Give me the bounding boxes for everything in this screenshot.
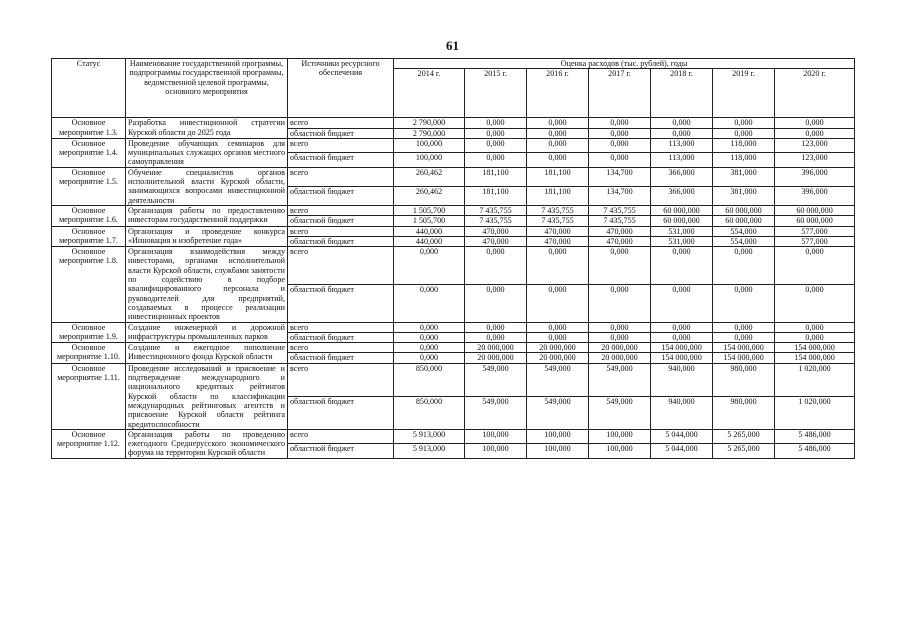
row-value: 0,000 <box>651 332 713 342</box>
row-value: 134,700 <box>589 186 651 205</box>
row-value: 0,000 <box>651 128 713 138</box>
row-value: 440,000 <box>394 226 465 236</box>
row-source: всего <box>288 226 394 236</box>
row-value: 154 000,000 <box>775 343 855 353</box>
row-value: 549,000 <box>465 363 527 396</box>
row-value: 381,000 <box>713 167 775 186</box>
row-value: 0,000 <box>465 332 527 342</box>
header-year: 2016 г. <box>527 69 589 118</box>
row-value: 154 000,000 <box>713 343 775 353</box>
row-value: 0,000 <box>465 247 527 285</box>
row-value: 154 000,000 <box>713 353 775 363</box>
row-status: Основное мероприятие 1.8. <box>52 247 126 322</box>
row-value: 0,000 <box>775 128 855 138</box>
row-value: 113,000 <box>651 138 713 152</box>
row-value: 7 435,755 <box>527 216 589 226</box>
table-row <box>52 226 855 236</box>
header-year: 2014 г. <box>394 69 465 118</box>
header-status: Статус <box>52 59 126 118</box>
row-value: 0,000 <box>589 118 651 128</box>
row-value: 470,000 <box>465 236 527 246</box>
row-value: 980,000 <box>713 396 775 429</box>
page-number: 61 <box>446 38 459 53</box>
row-value: 531,000 <box>651 226 713 236</box>
row-value: 0,000 <box>651 322 713 332</box>
row-name: Организация работы по проведению ежегодного Среднерусского экономического форума на территории Курской области <box>126 429 288 458</box>
row-value: 0,000 <box>465 153 527 167</box>
row-value: 60 000,000 <box>713 216 775 226</box>
row-status: Основное мероприятие 1.11. <box>52 363 126 429</box>
table-row <box>52 167 855 186</box>
row-value: 0,000 <box>527 153 589 167</box>
row-value: 0,000 <box>527 247 589 285</box>
row-value: 549,000 <box>465 396 527 429</box>
row-value: 181,100 <box>527 167 589 186</box>
row-source: всего <box>288 343 394 353</box>
row-value: 5 044,000 <box>651 444 713 458</box>
row-value: 7 435,755 <box>589 216 651 226</box>
row-value: 0,000 <box>713 284 775 322</box>
row-value: 0,000 <box>775 284 855 322</box>
row-value: 0,000 <box>394 343 465 353</box>
row-value: 554,000 <box>713 236 775 246</box>
table-row <box>52 322 855 332</box>
budget-body <box>52 118 855 458</box>
row-value: 0,000 <box>465 128 527 138</box>
row-source: всего <box>288 247 394 285</box>
row-value: 0,000 <box>713 247 775 285</box>
row-value: 850,000 <box>394 396 465 429</box>
row-name: Проведение исследований и присвоение и подтверждение международного и национального кредитных рейтингов Курской области по классификации международных рейтинговых агентств и присвоение Курской области рейтинга кредитоспособности <box>126 363 288 429</box>
row-value: 549,000 <box>589 363 651 396</box>
row-value: 0,000 <box>394 332 465 342</box>
row-value: 5 265,000 <box>713 429 775 443</box>
row-value: 0,000 <box>589 284 651 322</box>
table-row <box>52 118 855 128</box>
row-value: 5 044,000 <box>651 429 713 443</box>
row-value: 100,000 <box>589 444 651 458</box>
header-year: 2017 г. <box>589 69 651 118</box>
row-value: 0,000 <box>527 284 589 322</box>
table-row <box>52 429 855 443</box>
row-value: 100,000 <box>589 429 651 443</box>
row-name: Разработка инвестиционной стратегии Курской области до 2025 года <box>126 118 288 139</box>
row-value: 0,000 <box>651 247 713 285</box>
row-value: 100,000 <box>465 429 527 443</box>
row-value: 470,000 <box>465 226 527 236</box>
row-value: 20 000,000 <box>465 353 527 363</box>
row-value: 100,000 <box>465 444 527 458</box>
row-status: Основное мероприятие 1.6. <box>52 205 126 226</box>
row-value: 0,000 <box>713 128 775 138</box>
row-value: 0,000 <box>775 118 855 128</box>
row-source: областной бюджет <box>288 236 394 246</box>
row-value: 366,000 <box>651 167 713 186</box>
row-value: 850,000 <box>394 363 465 396</box>
row-value: 980,000 <box>713 363 775 396</box>
row-value: 7 435,755 <box>465 216 527 226</box>
row-value: 0,000 <box>589 153 651 167</box>
header-year: 2015 г. <box>465 69 527 118</box>
row-value: 470,000 <box>527 226 589 236</box>
row-value: 260,462 <box>394 186 465 205</box>
row-value: 100,000 <box>394 153 465 167</box>
row-value: 549,000 <box>527 396 589 429</box>
row-value: 154 000,000 <box>651 343 713 353</box>
row-value: 100,000 <box>527 429 589 443</box>
row-name: Обучение специалистов органов исполнительной власти Курской области, занимающихся вопросами инвестиционной деятельности <box>126 167 288 205</box>
row-value: 0,000 <box>465 138 527 152</box>
row-source: областной бюджет <box>288 128 394 138</box>
row-status: Основное мероприятие 1.3. <box>52 118 126 139</box>
row-value: 577,000 <box>775 236 855 246</box>
row-source: всего <box>288 205 394 215</box>
row-status: Основное мероприятие 1.4. <box>52 138 126 167</box>
row-value: 0,000 <box>394 247 465 285</box>
row-value: 0,000 <box>394 353 465 363</box>
header-row <box>52 59 855 69</box>
row-name: Организация работы по предоставлению инвесторам государственной поддержки <box>126 205 288 226</box>
row-value: 5 265,000 <box>713 444 775 458</box>
row-value: 0,000 <box>713 332 775 342</box>
row-value: 0,000 <box>713 322 775 332</box>
row-value: 5 913,000 <box>394 429 465 443</box>
row-source: областной бюджет <box>288 396 394 429</box>
row-value: 0,000 <box>465 118 527 128</box>
row-value: 470,000 <box>589 226 651 236</box>
row-name: Организация и проведение конкурса «Инновация и изобретение года» <box>126 226 288 247</box>
row-value: 0,000 <box>394 284 465 322</box>
table-row <box>52 247 855 285</box>
row-value: 181,100 <box>465 167 527 186</box>
row-status: Основное мероприятие 1.10. <box>52 343 126 364</box>
table-row <box>52 138 855 152</box>
row-value: 60 000,000 <box>775 205 855 215</box>
header-name: Наименование государственной программы, подпрограммы государственной программы, ведомственной целевой программы, основного мероприятия <box>126 59 288 118</box>
row-value: 0,000 <box>589 332 651 342</box>
row-value: 554,000 <box>713 226 775 236</box>
row-value: 123,000 <box>775 138 855 152</box>
row-value: 2 790,000 <box>394 118 465 128</box>
row-value: 1 505,700 <box>394 216 465 226</box>
row-value: 20 000,000 <box>589 353 651 363</box>
row-value: 396,000 <box>775 167 855 186</box>
row-value: 0,000 <box>775 247 855 285</box>
row-value: 549,000 <box>527 363 589 396</box>
row-value: 381,000 <box>713 186 775 205</box>
row-value: 113,000 <box>651 153 713 167</box>
header-year: 2018 г. <box>651 69 713 118</box>
row-value: 7 435,755 <box>465 205 527 215</box>
row-value: 0,000 <box>527 332 589 342</box>
row-value: 0,000 <box>775 332 855 342</box>
row-status: Основное мероприятие 1.12. <box>52 429 126 458</box>
row-value: 531,000 <box>651 236 713 246</box>
row-value: 260,462 <box>394 167 465 186</box>
row-value: 940,000 <box>651 396 713 429</box>
row-name: Создание инженерной и дорожной инфраструктуры промышленных парков <box>126 322 288 343</box>
table-row <box>52 205 855 215</box>
row-value: 20 000,000 <box>527 353 589 363</box>
row-status: Основное мероприятие 1.7. <box>52 226 126 247</box>
row-value: 549,000 <box>589 396 651 429</box>
row-source: всего <box>288 322 394 332</box>
header-estimate: Оценка расходов (тыс. рублей), годы <box>394 59 855 69</box>
row-source: всего <box>288 363 394 396</box>
row-value: 0,000 <box>589 247 651 285</box>
row-value: 366,000 <box>651 186 713 205</box>
row-value: 123,000 <box>775 153 855 167</box>
header-year: 2019 г. <box>713 69 775 118</box>
row-value: 5 486,000 <box>775 429 855 443</box>
row-value: 5 913,000 <box>394 444 465 458</box>
row-value: 396,000 <box>775 186 855 205</box>
row-source: областной бюджет <box>288 353 394 363</box>
row-value: 0,000 <box>713 118 775 128</box>
row-value: 0,000 <box>589 128 651 138</box>
row-value: 0,000 <box>527 138 589 152</box>
row-value: 0,000 <box>651 284 713 322</box>
row-value: 20 000,000 <box>589 343 651 353</box>
row-value: 0,000 <box>465 284 527 322</box>
row-name: Создание и ежегодное пополнение Инвестиционного фонда Курской области <box>126 343 288 364</box>
row-value: 0,000 <box>589 138 651 152</box>
header-source: Источники ресурсного обеспечения <box>288 59 394 118</box>
row-source: областной бюджет <box>288 153 394 167</box>
row-value: 1 505,700 <box>394 205 465 215</box>
row-value: 100,000 <box>527 444 589 458</box>
row-value: 440,000 <box>394 236 465 246</box>
row-value: 0,000 <box>465 322 527 332</box>
table-row <box>52 343 855 353</box>
row-value: 0,000 <box>394 322 465 332</box>
row-value: 181,100 <box>527 186 589 205</box>
row-status: Основное мероприятие 1.5. <box>52 167 126 205</box>
row-value: 118,000 <box>713 138 775 152</box>
row-value: 154 000,000 <box>775 353 855 363</box>
row-value: 20 000,000 <box>465 343 527 353</box>
row-name: Организация взаимодействия между инвесторами, органами исполнительной власти Курской области, службами занятости по содействию в подборе квалифицированного персонала и руководителей для предприятий, создаваемых в процессе реализации инвестиционных проектов <box>126 247 288 322</box>
header-year: 2020 г. <box>775 69 855 118</box>
row-value: 577,000 <box>775 226 855 236</box>
row-value: 0,000 <box>527 118 589 128</box>
row-value: 7 435,755 <box>589 205 651 215</box>
row-source: областной бюджет <box>288 216 394 226</box>
row-value: 60 000,000 <box>775 216 855 226</box>
row-value: 1 020,000 <box>775 363 855 396</box>
row-value: 118,000 <box>713 153 775 167</box>
row-value: 20 000,000 <box>527 343 589 353</box>
row-value: 181,100 <box>465 186 527 205</box>
row-source: областной бюджет <box>288 444 394 458</box>
row-value: 134,700 <box>589 167 651 186</box>
row-value: 470,000 <box>527 236 589 246</box>
row-source: всего <box>288 167 394 186</box>
row-source: всего <box>288 429 394 443</box>
row-source: областной бюджет <box>288 332 394 342</box>
row-source: областной бюджет <box>288 186 394 205</box>
row-value: 2 790,000 <box>394 128 465 138</box>
row-value: 1 020,000 <box>775 396 855 429</box>
row-value: 0,000 <box>527 128 589 138</box>
row-source: всего <box>288 118 394 128</box>
row-value: 940,000 <box>651 363 713 396</box>
row-value: 100,000 <box>394 138 465 152</box>
row-value: 0,000 <box>651 118 713 128</box>
row-value: 60 000,000 <box>651 205 713 215</box>
row-value: 470,000 <box>589 236 651 246</box>
row-value: 0,000 <box>589 322 651 332</box>
table-row <box>52 363 855 396</box>
row-value: 0,000 <box>775 322 855 332</box>
row-value: 154 000,000 <box>651 353 713 363</box>
row-value: 60 000,000 <box>651 216 713 226</box>
row-source: областной бюджет <box>288 284 394 322</box>
row-status: Основное мероприятие 1.9. <box>52 322 126 343</box>
row-value: 5 486,000 <box>775 444 855 458</box>
row-name: Проведение обучающих семинаров для муниципальных служащих органов местного самоуправления <box>126 138 288 167</box>
budget-table <box>51 58 855 459</box>
row-value: 60 000,000 <box>713 205 775 215</box>
row-source: всего <box>288 138 394 152</box>
row-value: 0,000 <box>527 322 589 332</box>
row-value: 7 435,755 <box>527 205 589 215</box>
